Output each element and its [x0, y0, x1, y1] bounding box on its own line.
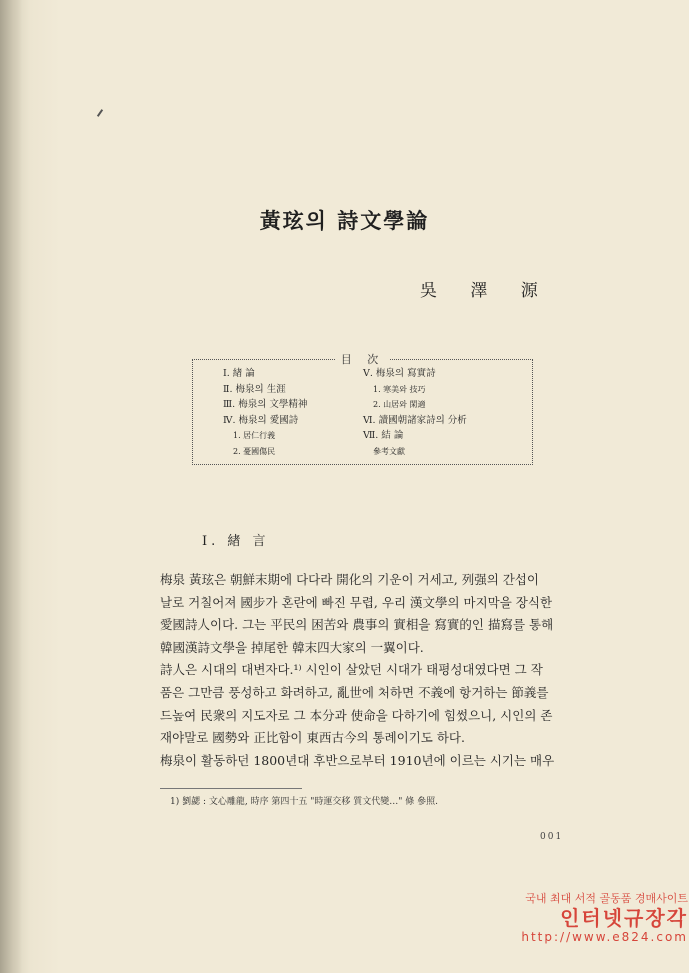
toc-item: Ⅱ. 梅泉의 生涯: [223, 383, 286, 395]
paragraph-2: [160, 659, 572, 749]
watermark: [478, 890, 688, 944]
page-number: 001: [540, 832, 564, 842]
table-of-contents: [192, 353, 533, 465]
section-heading: Ⅰ. 緖 言: [202, 534, 270, 549]
toc-left-column: [223, 366, 307, 459]
text-line: 愛國詩人이다. 그는 平民의 困苦와 農事의 實相을 寫實的인 描寫를 통해: [160, 617, 554, 633]
text-line: 재야말로 國勢와 正比함이 東西古今의 통례이기도 하다.: [160, 730, 465, 746]
text-line: 날로 거칠어져 國步가 혼란에 빠진 무렵, 우리 漢文學의 마지막을 장식한: [160, 594, 553, 610]
toc-item: Ⅶ. 結 論: [363, 430, 404, 441]
toc-item: 1. 寒美와 技巧: [373, 384, 426, 394]
text-line: 梅泉 黃玹은 朝鮮末期에 다다라 開化의 기운이 거세고, 列强의 간섭이: [160, 572, 539, 587]
text-line: 드높여 民衆의 지도자로 그 本分과 使命을 다하기에 힘썼으니, 시인의 존: [160, 707, 553, 723]
watermark-site-name: 인터넷규장각: [560, 906, 688, 930]
paragraph-1: [160, 569, 572, 659]
toc-item: Ⅵ. 讀國朝諸家詩의 分析: [363, 414, 467, 426]
footnote: 1) 劉勰 : 文心雕龍, 時序 第四十五 "時運交移 質文代變…" 條 參照.: [170, 797, 439, 807]
author-name: 吳 澤 源: [420, 281, 552, 301]
pen-mark: [97, 109, 103, 117]
toc-item: 1. 居仁行義: [233, 431, 276, 440]
article-title: 黃玹의 詩文學論: [259, 208, 430, 233]
body-text: [160, 569, 572, 772]
binding-gutter: [0, 0, 22, 973]
toc-item: Ⅳ. 梅泉의 愛國詩: [223, 414, 299, 426]
text-line: 詩人은 시대의 대변자다.¹⁾ 시인이 살았던 시대가 태평성대였다면 그 작: [160, 662, 543, 678]
watermark-tagline: 국내 최대 서적 골동품 경매사이트: [525, 892, 688, 905]
paragraph-3: [160, 750, 572, 773]
toc-item: 參考文獻: [373, 446, 405, 456]
toc-item: 2. 憂國傷民: [233, 446, 276, 456]
toc-item: Ⅰ. 緖 論: [223, 368, 255, 379]
watermark-url: http://www.e824.com: [521, 930, 688, 944]
text-line: 품은 그만큼 풍성하고 화려하고, 亂世에 처하면 不義에 항거하는 節義를: [160, 684, 549, 700]
footnote-rule: [160, 788, 302, 789]
text-line: 韓國漢詩文學을 掉尾한 韓末四大家의 一翼이다.: [160, 639, 424, 655]
toc-item: Ⅲ. 梅泉의 文學精神: [223, 399, 308, 410]
toc-item: Ⅴ. 梅泉의 寫實詩: [363, 368, 436, 379]
toc-right-column: [363, 366, 467, 459]
toc-item: 2. 山居와 閑適: [373, 400, 426, 409]
text-line: 梅泉이 활동하던 1800년대 후반으로부터 1910년에 이르는 시기는 매우: [160, 752, 555, 768]
toc-heading: 目 次: [193, 351, 532, 367]
